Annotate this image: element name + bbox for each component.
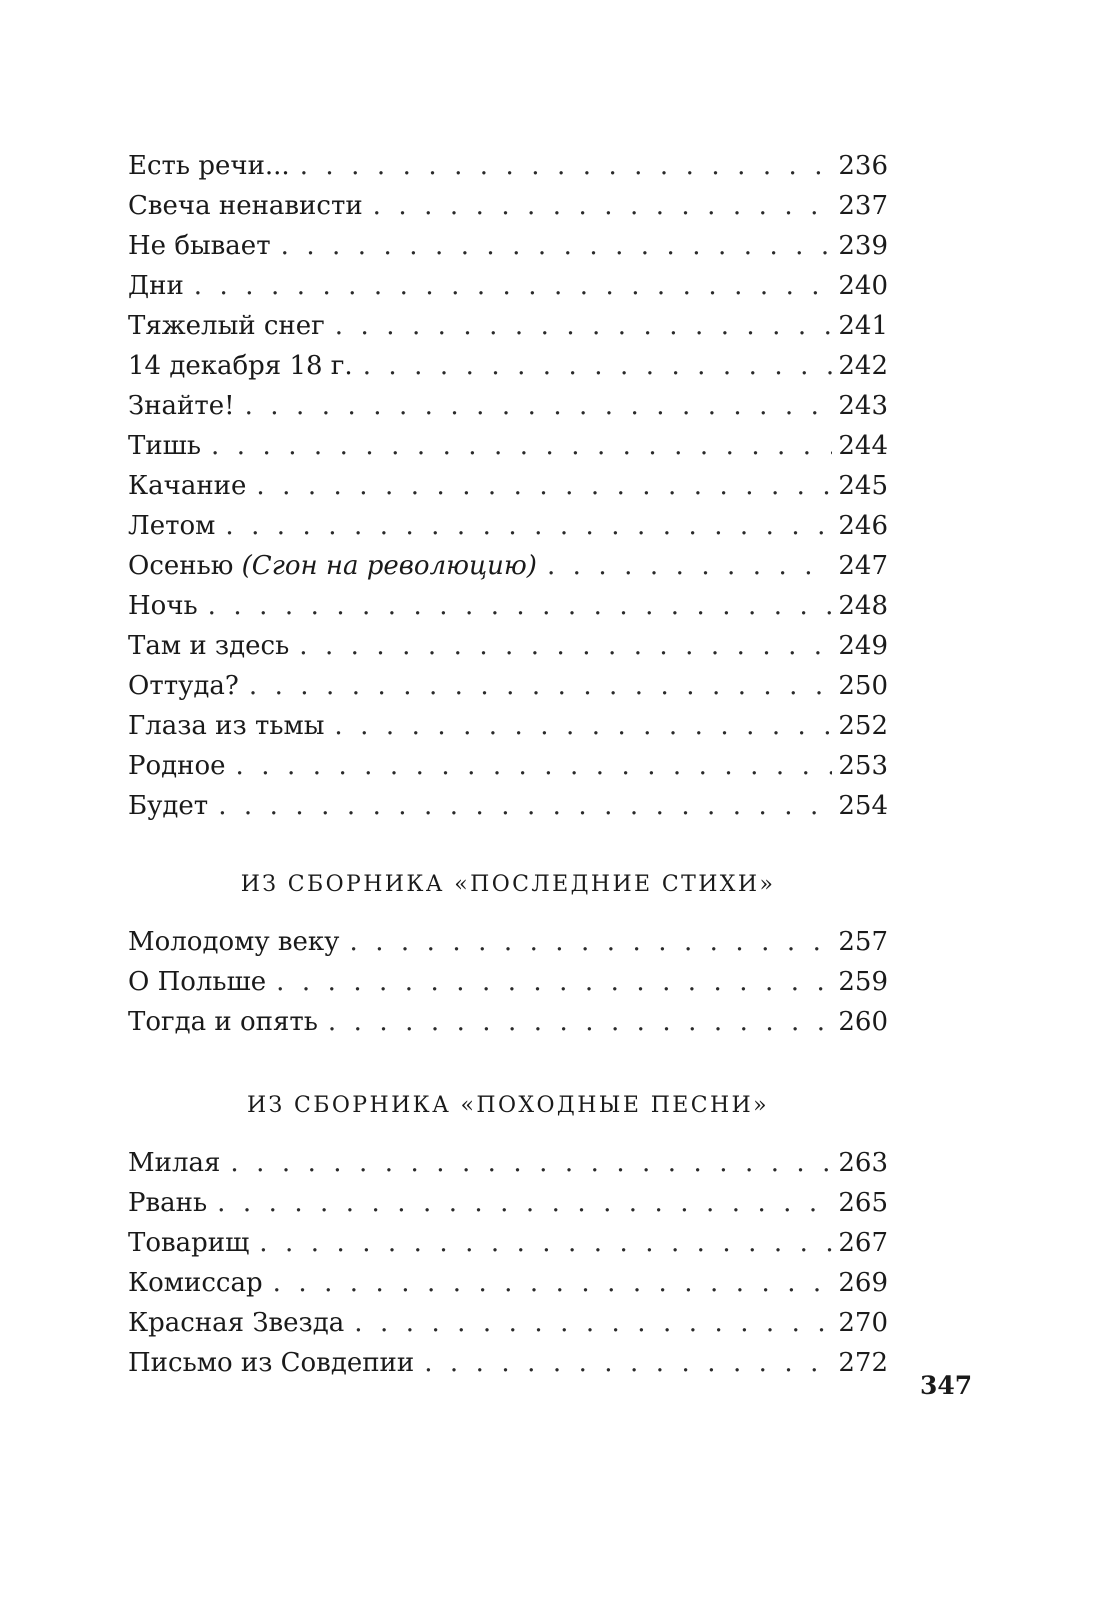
dot-leader [299,626,832,666]
toc-entry-title: Молодому веку [128,927,340,957]
toc-entry [128,1143,888,1183]
toc-block-section2 [128,922,888,1042]
toc-entry-title [128,546,537,586]
toc-entry-title: Товарищ [128,1228,250,1258]
toc-entry-title: Тяжелый снег [128,311,325,341]
dot-leader [230,1143,832,1183]
toc-entry [128,586,888,626]
toc-entry-title: Письмо из Совдепии [128,1348,415,1378]
toc-entry-title: Летом [128,511,216,541]
dot-leader [335,306,833,346]
dot-leader [256,466,832,506]
toc-entry [128,386,888,426]
toc-entry [128,1303,888,1343]
toc-entry-title: Знайте! [128,391,235,421]
toc-entry-page: 272 [838,1348,888,1378]
toc-entry [128,226,888,266]
toc-entry-title: Есть речи... [128,151,290,181]
toc-entry [128,666,888,706]
toc-entry [128,1263,888,1303]
toc-entry-page: 243 [838,391,888,421]
toc-entry [128,706,888,746]
toc-entry-page: 246 [838,511,888,541]
toc-entry-page: 253 [838,751,888,781]
toc-entry-page: 269 [838,1268,888,1298]
toc-entry-title: Комиссар [128,1268,263,1298]
toc-entry-page: 257 [838,927,888,957]
dot-leader [217,1183,832,1223]
toc-entry-title: Будет [128,791,209,821]
toc-entry [128,962,888,1002]
dot-leader [236,746,833,786]
dot-leader [363,346,833,386]
toc-entry-page: 240 [838,271,888,301]
toc-entry-title: 14 декабря 18 г. [128,351,353,381]
dot-leader [194,266,833,306]
toc-entry-subtitle: (Сгон на революцию) [241,551,537,581]
dot-leader [373,186,833,226]
toc-entry-title: Оттуда? [128,671,239,701]
toc-entry [128,786,888,826]
toc-entry-title: Глаза из тьмы [128,711,325,741]
toc-entry-title: О Польше [128,967,267,997]
toc-entry [128,266,888,306]
dot-leader [225,506,832,546]
toc-entry-title: Ночь [128,591,198,621]
toc-entry-page: 260 [838,1007,888,1037]
toc-entry-page: 252 [838,711,888,741]
toc-entry-title: Родное [128,751,226,781]
toc-entry [128,1343,888,1383]
dot-leader [273,1263,833,1303]
toc-entry-title: Тишь [128,431,201,461]
toc-entry [128,466,888,506]
toc-entry-page: 265 [838,1188,888,1218]
toc-entry-page: 248 [838,591,888,621]
toc-entry [128,146,888,186]
toc-entry [128,346,888,386]
toc-block-main [128,146,888,826]
toc-entry-title-main: Осенью [128,551,234,581]
toc-entry [128,1002,888,1042]
dot-leader [300,146,833,186]
toc-entry [128,922,888,962]
toc-entry [128,1223,888,1263]
toc-block-section3 [128,1143,888,1383]
page-number: 347 [920,1371,973,1400]
toc-entry [128,306,888,346]
dot-leader [354,1303,832,1343]
dot-leader [334,706,832,746]
dot-leader [424,1343,832,1383]
dot-leader [547,546,832,586]
toc-entry-page: 250 [838,671,888,701]
toc-entry-title: Красная Звезда [128,1308,345,1338]
toc-entry-page: 270 [838,1308,888,1338]
dot-leader [276,962,832,1002]
section-heading: ИЗ СБОРНИКА «ПОСЛЕДНИЕ СТИХИ» [240,872,776,897]
toc-entry-page: 267 [838,1228,888,1258]
toc-entry-page: 242 [838,351,888,381]
dot-leader [211,426,832,466]
toc-entry [128,746,888,786]
toc-entry-title: Милая [128,1148,221,1178]
toc-entry-title: Дни [128,271,184,301]
toc-entry-page: 245 [838,471,888,501]
toc-entry [128,506,888,546]
toc-entry-page: 254 [838,791,888,821]
toc-entry-title: Свеча ненависти [128,191,363,221]
toc-entry-title: Не бывает [128,231,271,261]
dot-leader [218,786,832,826]
toc-entry-page: 239 [838,231,888,261]
toc-entry-page: 236 [838,151,888,181]
toc-entry [128,626,888,666]
dot-leader [281,226,833,266]
toc-entry [128,1183,888,1223]
toc-entry-title: Качание [128,471,247,501]
toc-entry-page: 263 [838,1148,888,1178]
dot-leader [259,1223,832,1263]
toc-entry-page: 247 [838,551,888,581]
dot-leader [208,586,833,626]
dot-leader [328,1002,832,1042]
toc-entry-title: Тогда и опять [128,1007,318,1037]
toc-entry-title: Рвань [128,1188,208,1218]
toc-entry-page: 244 [838,431,888,461]
toc-entry [128,186,888,226]
toc-entry-page: 249 [838,631,888,661]
toc-entry-title: Там и здесь [128,631,290,661]
dot-leader [249,666,833,706]
section-heading: ИЗ СБОРНИКА «ПОХОДНЫЕ ПЕСНИ» [246,1093,770,1118]
dot-leader [245,386,833,426]
dot-leader [349,922,832,962]
toc-entry-page: 237 [838,191,888,221]
toc-entry [128,426,888,466]
toc-entry-page: 259 [838,967,888,997]
toc-entry [128,546,888,586]
toc-entry-page: 241 [838,311,888,341]
